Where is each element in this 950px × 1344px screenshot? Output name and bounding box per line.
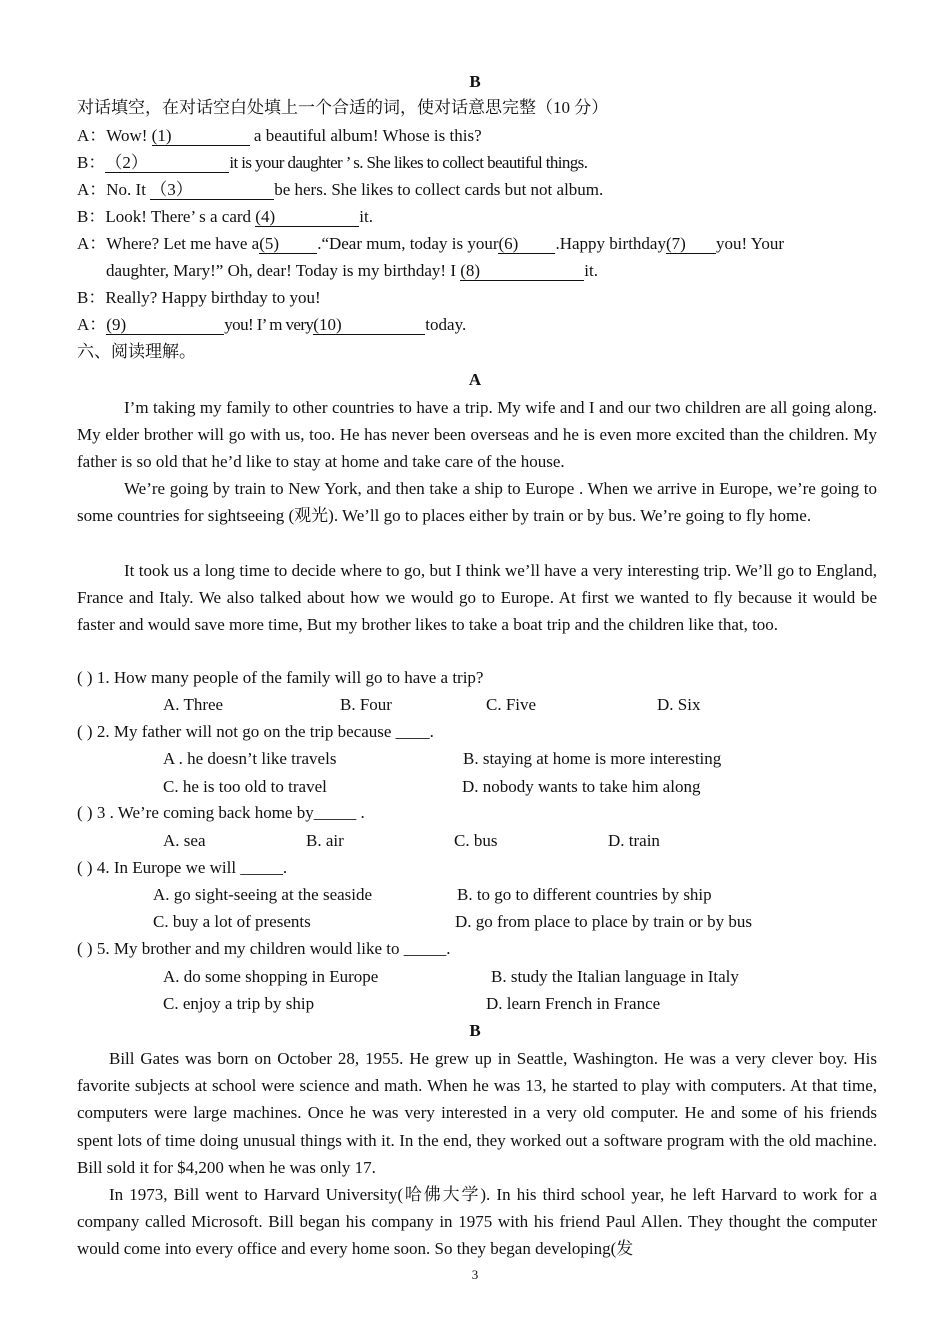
dialog-line-8: A：(9) you! I’ m very(10) today. bbox=[77, 315, 467, 334]
blank-2[interactable]: （2） bbox=[105, 154, 229, 173]
passage-a-paragraph-1: I’m taking my family to other countries to have a trip. My wife and I and our two children are all going along. My elder brother will go with us, too. He has never been overseas and he is even more excited than the children. My father is so old that he’d like to stay at home and take care of the house. bbox=[77, 398, 877, 472]
dialog-line-4: B：Look! There’ s a card (4) it. bbox=[77, 207, 373, 226]
q1-option-b[interactable]: B. Four bbox=[340, 695, 392, 714]
q3-option-d[interactable]: D. train bbox=[608, 831, 660, 850]
answer-bracket[interactable]: ( ) bbox=[77, 722, 93, 741]
q3-option-a[interactable]: A. sea bbox=[163, 831, 206, 850]
q5-option-a[interactable]: A. do some shopping in Europe bbox=[163, 967, 379, 986]
passage-a-paragraph-2: We’re going by train to New York, and then take a ship to Europe . When we arrive in Europe, we’re going to some countries for sightseeing (观光). We’ll go to places either by train or by bus. We’re going to fly home. bbox=[77, 479, 877, 526]
dialog-line-1: A：Wow! (1) a beautiful album! Whose is this? bbox=[77, 126, 482, 145]
page-number: 3 bbox=[471, 1267, 479, 1282]
section-b-title: B bbox=[469, 72, 481, 91]
blank-4[interactable]: (4) bbox=[255, 208, 359, 227]
passage-b-paragraph-2: In 1973, Bill went to Harvard University(哈佛大学). In his third school year, he left Harvard to work for a company called Microsoft. Bill began his company in 1975 with his friend Paul Allen. They thought the computer would come into every office and every home soon. So they began developing(发 bbox=[77, 1185, 877, 1259]
answer-bracket[interactable]: ( ) bbox=[77, 803, 93, 822]
q5-option-d[interactable]: D. learn French in France bbox=[486, 994, 661, 1013]
dialog-line-5: A：Where? Let me have a(5) .“Dear mum, today is your(6) .Happy birthday(7) you! Your bbox=[77, 234, 784, 253]
blank-3[interactable]: （3） bbox=[150, 181, 274, 200]
blank-9[interactable]: (9) bbox=[106, 316, 224, 335]
q4-option-a[interactable]: A. go sight-seeing at the seaside bbox=[153, 885, 373, 904]
question-2: ( ) 2. My father will not go on the trip because ____. bbox=[77, 722, 434, 741]
question-1: ( ) 1. How many people of the family will go to have a trip? bbox=[77, 668, 484, 687]
q3-option-c[interactable]: C. bus bbox=[454, 831, 498, 850]
q2-option-a[interactable]: A . he doesn’t like travels bbox=[163, 749, 337, 768]
q5-option-b[interactable]: B. study the Italian language in Italy bbox=[491, 967, 739, 986]
question-3: ( ) 3 . We’re coming back home by_____ . bbox=[77, 803, 365, 822]
dialog-line-6: daughter, Mary!” Oh, dear! Today is my birthday! I (8) it. bbox=[106, 261, 598, 280]
question-4: ( ) 4. In Europe we will _____. bbox=[77, 858, 288, 877]
answer-bracket[interactable]: ( ) bbox=[77, 668, 93, 687]
q4-option-c[interactable]: C. buy a lot of presents bbox=[153, 912, 311, 931]
q3-option-b[interactable]: B. air bbox=[306, 831, 344, 850]
passage-b-title: B bbox=[469, 1021, 481, 1040]
dialog-line-3: A：No. It （3） be hers. She likes to collect cards but not album. bbox=[77, 180, 604, 199]
q4-option-b[interactable]: B. to go to different countries by ship bbox=[457, 885, 712, 904]
passage-a-paragraph-3: It took us a long time to decide where to go, but I think we’ll have a very interesting trip. We’ll go to England, France and Italy. We also talked about how we would go to Europe. At first we wanted to fly because it would be faster and would save more time, But my brother likes to take a boat trip and the children like that, too. bbox=[77, 561, 877, 635]
blank-7[interactable]: (7) bbox=[666, 235, 716, 254]
blank-6[interactable]: (6) bbox=[498, 235, 555, 254]
q1-option-c[interactable]: C. Five bbox=[486, 695, 537, 714]
q4-option-d[interactable]: D. go from place to place by train or by bus bbox=[455, 912, 752, 931]
dialog-line-2: B：（2） it is your daughter ’ s. She likes to collect beautiful things. bbox=[77, 153, 588, 172]
dialog-instructions: 对话填空，在对话空白处填上一个合适的词，使对话意思完整（10 分） bbox=[77, 98, 609, 117]
question-5: ( ) 5. My brother and my children would like to _____. bbox=[77, 939, 451, 958]
dialog-line-7: B：Really? Happy birthday to you! bbox=[77, 288, 321, 307]
passage-a-title: A bbox=[468, 370, 482, 389]
q2-option-b[interactable]: B. staying at home is more interesting bbox=[463, 749, 722, 768]
blank-8[interactable]: (8) bbox=[460, 262, 584, 281]
answer-bracket[interactable]: ( ) bbox=[77, 939, 93, 958]
blank-1[interactable]: (1) bbox=[152, 127, 250, 146]
passage-b-paragraph-1: Bill Gates was born on October 28, 1955. He grew up in Seattle, Washington. He was a very clever boy. His favorite subjects at school were science and math. When he was 13, he started to play with computers. At that time, computers were large machines. Once he was very interested in a very old computer. He and some of his friends spent lots of time doing unusual things with it. In the end, they worked out a software program with the old machine. Bill sold it for $4,200 when he was only 17. bbox=[77, 1049, 877, 1177]
blank-10[interactable]: (10) bbox=[313, 316, 425, 335]
reading-heading: 六、阅读理解。 bbox=[77, 342, 196, 361]
q2-option-c[interactable]: C. he is too old to travel bbox=[163, 777, 327, 796]
q2-option-d[interactable]: D. nobody wants to take him along bbox=[462, 777, 701, 796]
q5-option-c[interactable]: C. enjoy a trip by ship bbox=[163, 994, 315, 1013]
q1-option-a[interactable]: A. Three bbox=[163, 695, 224, 714]
blank-5[interactable]: (5) bbox=[259, 235, 317, 254]
q1-option-d[interactable]: D. Six bbox=[657, 695, 701, 714]
answer-bracket[interactable]: ( ) bbox=[77, 858, 93, 877]
